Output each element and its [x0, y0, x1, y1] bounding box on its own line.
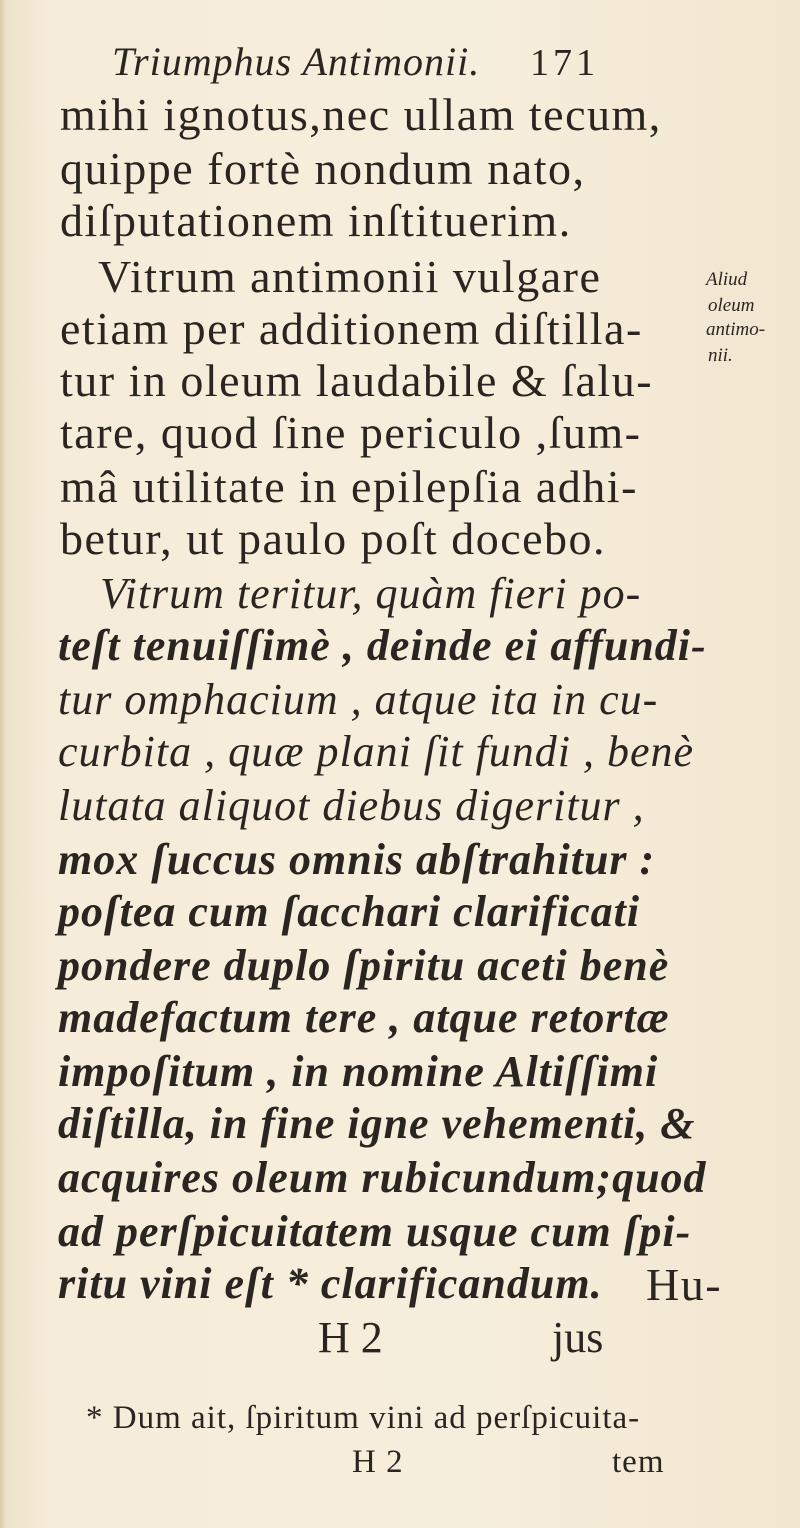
running-head-title: Triumphus Antimonii. [112, 39, 481, 84]
page-gutter-shadow [0, 0, 6, 1528]
catchword: jus [552, 1313, 604, 1362]
body-line: tur in oleum laudabile & ſalu- [60, 355, 654, 406]
marginal-note-line: nii. [708, 345, 733, 366]
italic-line: poſtea cum ſacchari clarificati [58, 887, 641, 936]
body-line: quippe fortè nondum nato, [60, 143, 586, 194]
italic-line: acquires oleum rubicundum;quod [58, 1153, 707, 1202]
italic-line: impoſitum , in nomine Altiſſimi [58, 1047, 659, 1096]
italic-line: pondere duplo ſpiritu aceti benè [58, 941, 670, 990]
italic-line: mox ſuccus omnis abſtrahitur : [58, 835, 656, 884]
marginal-note-line: Aliud [706, 269, 748, 290]
body-line: mâ utilitate in epilepſia adhi- [60, 461, 638, 512]
inline-catchword: Hu- [646, 1259, 723, 1310]
italic-line: diſtilla, in fine igne vehementi, & [58, 1099, 696, 1148]
body-line: mihi ignotus,nec ullam tecum, [60, 89, 662, 140]
signature-mark: H 2 [318, 1313, 383, 1362]
page-number: 171 [530, 42, 599, 84]
italic-line: ad perſpicuitatem usque cum ſpi- [58, 1207, 692, 1256]
italic-line: ritu vini eſt * clarificandum. [58, 1259, 603, 1308]
marginal-note-line: antimo- [706, 319, 766, 340]
footnote-text: * Dum ait, ſpiritum vini ad perſpicuita- [86, 1400, 641, 1436]
body-line: Vitrum antimonii vulgare [98, 251, 602, 302]
italic-line: tur omphacium , atque ita in cu- [58, 675, 659, 724]
body-line: diſputationem inſtituerim. [60, 195, 572, 246]
body-line: betur, ut paulo poſt docebo. [60, 513, 607, 564]
body-line: etiam per additionem diſtilla- [60, 303, 643, 354]
italic-line: madefactum tere , atque retortæ [58, 993, 670, 1042]
italic-line: Vitrum teritur, quàm fieri po- [100, 569, 642, 618]
body-line: tare, quod ſine periculo ,ſum- [60, 407, 642, 458]
footnote-catchword: tem [612, 1444, 665, 1480]
marginal-note-line: oleum [708, 295, 755, 316]
italic-line: lutata aliquot diebus digeritur , [58, 781, 645, 830]
italic-line: curbita , quæ plani ſit fundi , benè [58, 727, 695, 776]
footnote-signature: H 2 [352, 1444, 404, 1480]
italic-line: teſt tenuiſſimè , deinde ei affundi- [58, 621, 707, 670]
